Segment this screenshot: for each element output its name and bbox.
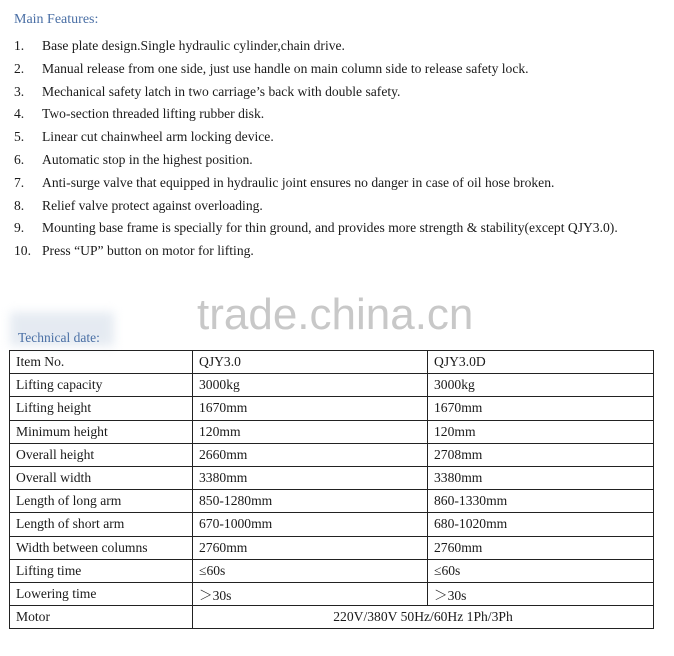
spec-value: 680-1020mm <box>428 513 654 536</box>
motor-value: 220V/380V 50Hz/60Hz 1Ph/3Ph <box>193 606 654 629</box>
header-cell: QJY3.0 <box>193 351 428 374</box>
spec-value: 2760mm <box>428 536 654 559</box>
feature-item <box>14 58 624 81</box>
spec-label: Motor <box>10 606 193 629</box>
feature-item <box>14 149 624 172</box>
main-features-heading: Main Features: <box>14 12 99 27</box>
spec-label: Overall height <box>10 443 193 466</box>
spec-label: Minimum height <box>10 420 193 443</box>
feature-number: 2. <box>14 60 25 76</box>
table-row <box>10 536 654 559</box>
table-row <box>10 466 654 489</box>
feature-item <box>14 172 624 195</box>
feature-text: Manual release from one side, just use handle on main column side to release safety lock. <box>42 60 529 76</box>
table-row <box>10 374 654 397</box>
spec-value: 2708mm <box>428 443 654 466</box>
header-cell: Item No. <box>10 351 193 374</box>
header-cell: QJY3.0D <box>428 351 654 374</box>
technical-heading: Technical date: <box>18 330 100 345</box>
feature-item <box>14 240 624 263</box>
feature-text: Anti-surge valve that equipped in hydraulic joint ensures no danger in case of oil hose broken. <box>42 174 555 190</box>
feature-number: 4. <box>14 106 25 122</box>
spec-value: 2660mm <box>193 443 428 466</box>
features-list <box>14 35 624 263</box>
spec-value: 670-1000mm <box>193 513 428 536</box>
feature-item <box>14 35 624 58</box>
feature-item <box>14 81 624 104</box>
spec-value: 3380mm <box>193 466 428 489</box>
spec-value: ≤60s <box>428 559 654 582</box>
feature-number: 1. <box>14 38 25 53</box>
feature-number: 3. <box>14 83 25 99</box>
feature-number: 6. <box>14 151 25 167</box>
table-row <box>10 513 654 536</box>
feature-text: Base plate design.Single hydraulic cylinder,chain drive. <box>42 38 345 53</box>
table-row <box>10 490 654 513</box>
spec-value: 120mm <box>193 420 428 443</box>
spec-value: 2760mm <box>193 536 428 559</box>
spec-label: Length of short arm <box>10 513 193 536</box>
feature-item <box>14 195 624 218</box>
feature-item <box>14 126 624 149</box>
feature-text: Linear cut chainwheel arm locking device. <box>42 129 274 145</box>
table-header-row <box>10 351 654 374</box>
feature-text: Two-section threaded lifting rubber disk. <box>42 106 265 122</box>
spec-value: 850-1280mm <box>193 490 428 513</box>
table-row <box>10 397 654 420</box>
table-row <box>10 582 654 605</box>
feature-number: 9. <box>14 220 25 236</box>
spec-value: 120mm <box>428 420 654 443</box>
spec-value: ＞30s <box>428 582 654 605</box>
spec-label: Lowering time <box>10 582 193 605</box>
spec-value: 3000kg <box>193 374 428 397</box>
feature-item <box>14 217 624 240</box>
feature-number: 7. <box>14 174 25 190</box>
table-row <box>10 443 654 466</box>
watermark: trade.china.cn <box>197 290 474 339</box>
feature-text: Press “UP” button on motor for lifting. <box>42 243 254 259</box>
feature-text: Relief valve protect against overloading. <box>42 197 263 213</box>
spec-value: ≤60s <box>193 559 428 582</box>
spec-label: Lifting time <box>10 559 193 582</box>
spec-value: 1670mm <box>428 397 654 420</box>
feature-text: Mounting base frame is specially for thin ground, and provides more strength & stability(except QJY3.0). <box>42 220 618 236</box>
spec-label: Lifting height <box>10 397 193 420</box>
table-row-motor <box>10 606 654 629</box>
feature-text: Automatic stop in the highest position. <box>42 151 253 167</box>
spec-label: Width between columns <box>10 536 193 559</box>
spec-label: Lifting capacity <box>10 374 193 397</box>
spec-value: 3380mm <box>428 466 654 489</box>
feature-number: 8. <box>14 197 25 213</box>
feature-number: 5. <box>14 129 25 145</box>
spec-value: 860-1330mm <box>428 490 654 513</box>
table-row <box>10 559 654 582</box>
spec-table <box>9 350 654 629</box>
spec-value: ＞30s <box>193 582 428 605</box>
spec-label: Overall width <box>10 466 193 489</box>
table-row <box>10 420 654 443</box>
spec-label: Length of long arm <box>10 490 193 513</box>
spec-value: 1670mm <box>193 397 428 420</box>
feature-text: Mechanical safety latch in two carriage’s back with double safety. <box>42 83 401 99</box>
spec-value: 3000kg <box>428 374 654 397</box>
feature-item <box>14 103 624 126</box>
feature-number: 10. <box>14 243 31 259</box>
